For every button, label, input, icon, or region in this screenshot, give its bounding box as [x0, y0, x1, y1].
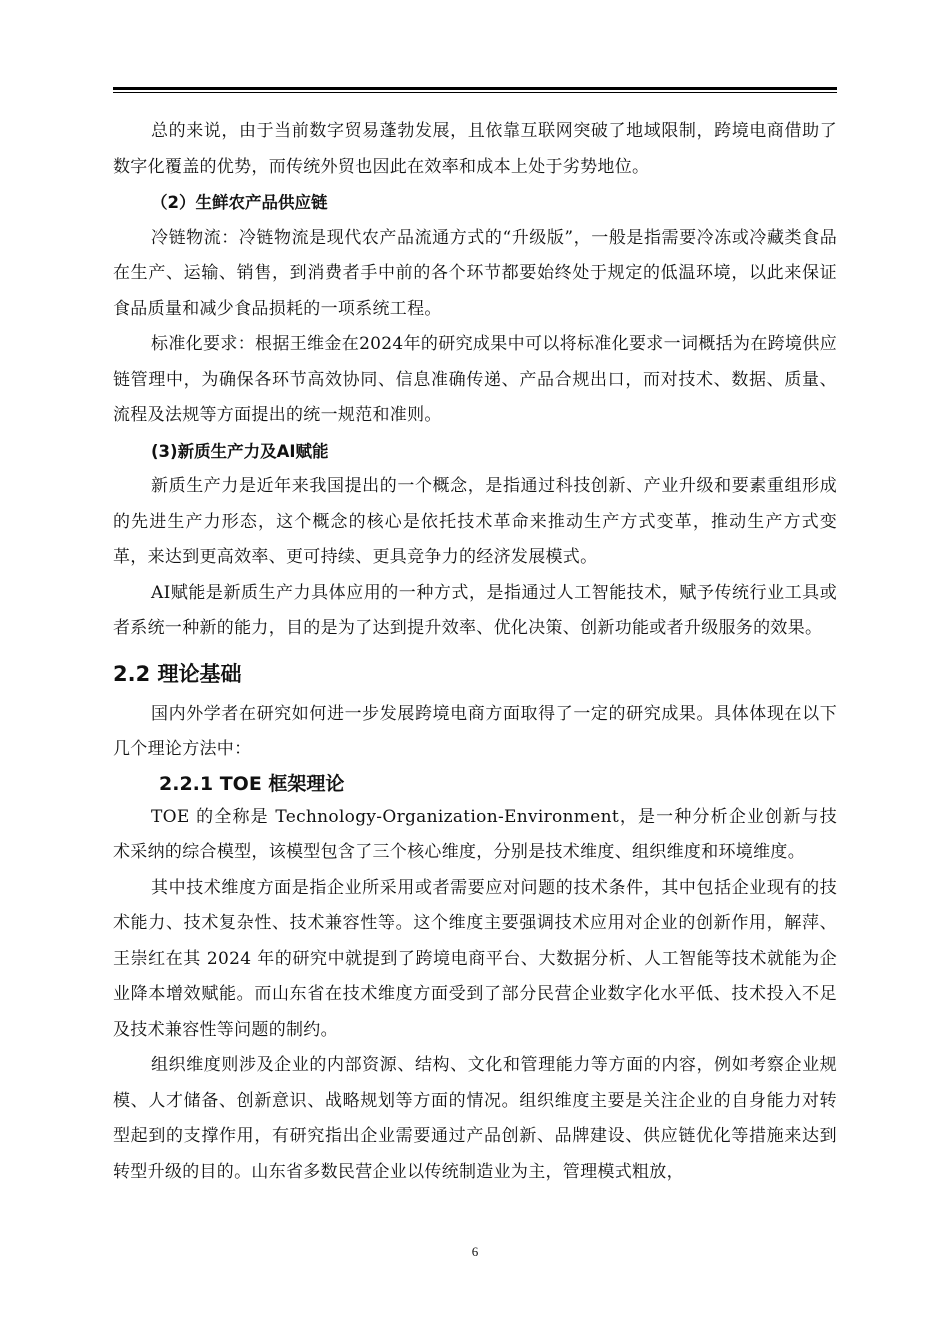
section-title: 2.2 理论基础 [113, 661, 242, 686]
subsection-title: 2.2.1 TOE 框架理论 [159, 772, 345, 795]
heading-new-productivity: (3)新质生产力及AI赋能 [151, 441, 329, 461]
paragraph-organization-dimension: 组织维度则涉及企业的内部资源、结构、文化和管理能力等方面的内容，例如考察企业规模、人才储备、创新意识、战略规划等方面的情况。组织维度主要是关注企业的自身能力对转型起到的支撑作用，有研究指出企业需要通过产品创新、品牌建设、供应链优化等措施来达到转型升级的目的。山东省多数民营企业以传统制造业为主，管理模式粗放， [113, 1055, 837, 1182]
paragraph-technology-dimension: 其中技术维度方面是指企业所采用或者需要应对问题的技术条件，其中包括企业现有的技术能力、技术复杂性、技术兼容性等。这个维度主要强调技术应用对企业的创新作用，解萍、王崇红在其 2024 年的研究中就提到了跨境电商平台、大数据分析、人工智能等技术就能为企业降本增效赋能。而山东省在技术维度方面受到了部分民营企业数字化水平低、技术投入不足及技术兼容性等问题的制约。 [113, 877, 837, 1040]
page-content [113, 114, 837, 1190]
header-rule-thin [113, 92, 837, 93]
paragraph-standardization: 标准化要求：根据王维金在2024年的研究成果中可以将标准化要求一词概括为在跨境供应链管理中，为确保各环节高效协同、信息准确传递、产品合规出口，而对技术、数据、质量、流程及法规等方面提出的统一规范和准则。 [113, 334, 837, 425]
paragraph-intro-summary: 总的来说，由于当前数字贸易蓬勃发展，且依靠互联网突破了地域限制，跨境电商借助了数字化覆盖的优势，而传统外贸也因此在效率和成本上处于劣势地位。 [113, 121, 837, 177]
paragraph-section-intro: 国内外学者在研究如何进一步发展跨境电商方面取得了一定的研究成果。具体体现在以下几个理论方法中： [113, 703, 837, 759]
paragraph-cold-chain: 冷链物流：冷链物流是现代农产品流通方式的“升级版”，一般是指需要冷冻或冷藏类食品在生产、运输、销售，到消费者手中前的各个环节都要始终处于规定的低温环境，以此来保证食品质量和减少食品损耗的一项系统工程。 [113, 227, 837, 319]
heading-cold-chain: （2）生鲜农产品供应链 [151, 193, 328, 212]
paragraph-ai-empowerment: AI赋能是新质生产力具体应用的一种方式，是指通过人工智能技术，赋予传统行业工具或者系统一种新的能力，目的是为了达到提升效率、优化决策、创新功能或者升级服务的效果。 [113, 582, 837, 638]
paragraph-toe-definition: TOE 的全称是 Technology-Organization-Environment，是一种分析企业创新与技术采纳的综合模型，该模型包含了三个核心维度，分别是技术维度、组织维度和环境维度。 [113, 806, 837, 862]
page-number: 6 [471, 1244, 479, 1259]
paragraph-new-productivity: 新质生产力是近年来我国提出的一个概念，是指通过科技创新、产业升级和要素重组形成的先进生产力形态，这个概念的核心是依托技术革命来推动生产方式变革，推动生产方式变革，来达到更高效率、更可持续、更具竞争力的经济发展模式。 [113, 476, 837, 567]
header-rule-thick [113, 87, 837, 90]
